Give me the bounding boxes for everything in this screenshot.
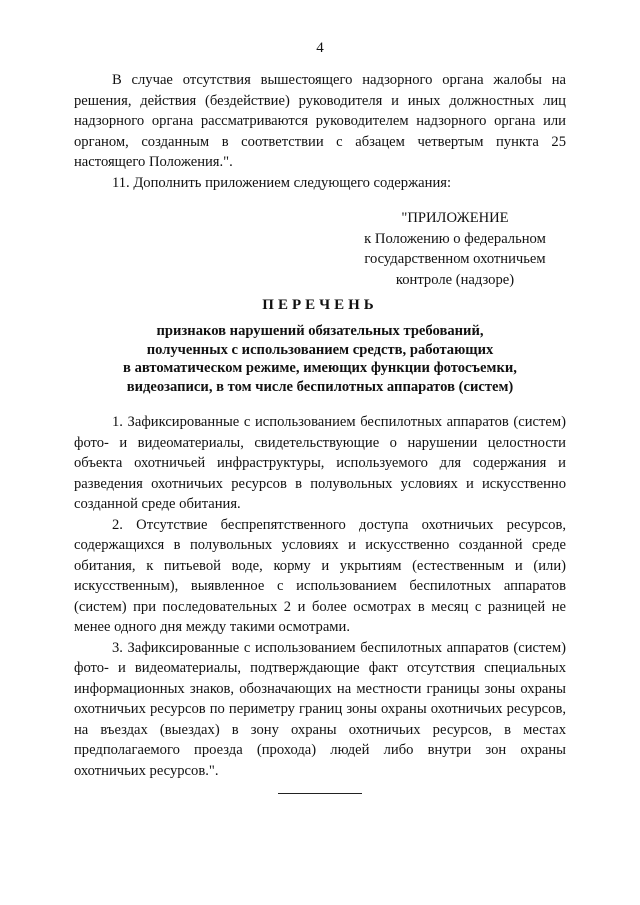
appendix-reference-line: к Положению о федеральном: [364, 230, 546, 247]
appendix-header: [340, 208, 570, 290]
intro-paragraph: В случае отсутствия вышестоящего надзорного органа жалобы на решения, действия (бездействие) руководителя и иных должностных лиц надзорного органа рассматриваются руководителем надзорного органа или органом, созданным в соответствии с абзацем четвертым пункта 25 настоящего Положения.".: [74, 72, 566, 170]
page-number: 4: [316, 40, 324, 56]
list-subtitle-line: в автоматическом режиме, имеющих функции фотосъемки,: [123, 360, 517, 376]
list-subtitle-line: признаков нарушений обязательных требований,: [156, 323, 484, 339]
list-item: 3. Зафиксированные с использованием беспилотных аппаратов (систем) фото- и видеоматериалы, подтверждающие факт отсутствия специальных информационных знаков, обозначающих на местности границы зоны охраны охотничьих ресурсов по периметру границ зоны охраны охотничьих ресурсов, на въездах (выездах) в зону охраны охотничьих ресурсов, в местах предполагаемого проезда (прохода) людей либо внутри зон охраны охотничьих ресурсов.".: [74, 639, 566, 779]
list-items: [74, 412, 566, 781]
list-subtitle: [80, 322, 560, 396]
list-subtitle-line: полученных с использованием средств, работающих: [146, 341, 494, 358]
intro-section: [74, 70, 566, 193]
list-item: 1. Зафиксированные с использованием беспилотных аппаратов (систем) фото- и видеоматериалы, свидетельствующие о нарушении целостности объекта охотничьей инфраструктуры, используемого для содержания и разведения охотничьих ресурсов в полувольных условиях и искусственно созданной среде обитания.: [74, 414, 566, 512]
appendix-reference-line: государственном охотничьем: [364, 251, 546, 267]
list-title: ПЕРЕЧЕНЬ: [262, 297, 378, 313]
list-subtitle-line: видеозаписи, в том числе беспилотных аппаратов (систем): [126, 378, 514, 395]
closing-divider: [278, 793, 362, 794]
amendment-paragraph: 11. Дополнить приложением следующего содержания:: [112, 174, 452, 191]
appendix-title: "ПРИЛОЖЕНИЕ: [401, 210, 509, 226]
list-item: 2. Отсутствие беспрепятственного доступа охотничьих ресурсов, содержащихся в полувольных условиях и искусственно созданной среде обитания, к питьевой воде, корму и укрытиям (естественным и (или) искусственным), выявленное с использованием беспилотных аппаратов (систем) при последовательных 2 и более осмотрах в месяц с разницей не менее одного дня между такими осмотрами.: [74, 516, 566, 635]
appendix-reference-line: контроле (надзоре): [395, 271, 515, 288]
